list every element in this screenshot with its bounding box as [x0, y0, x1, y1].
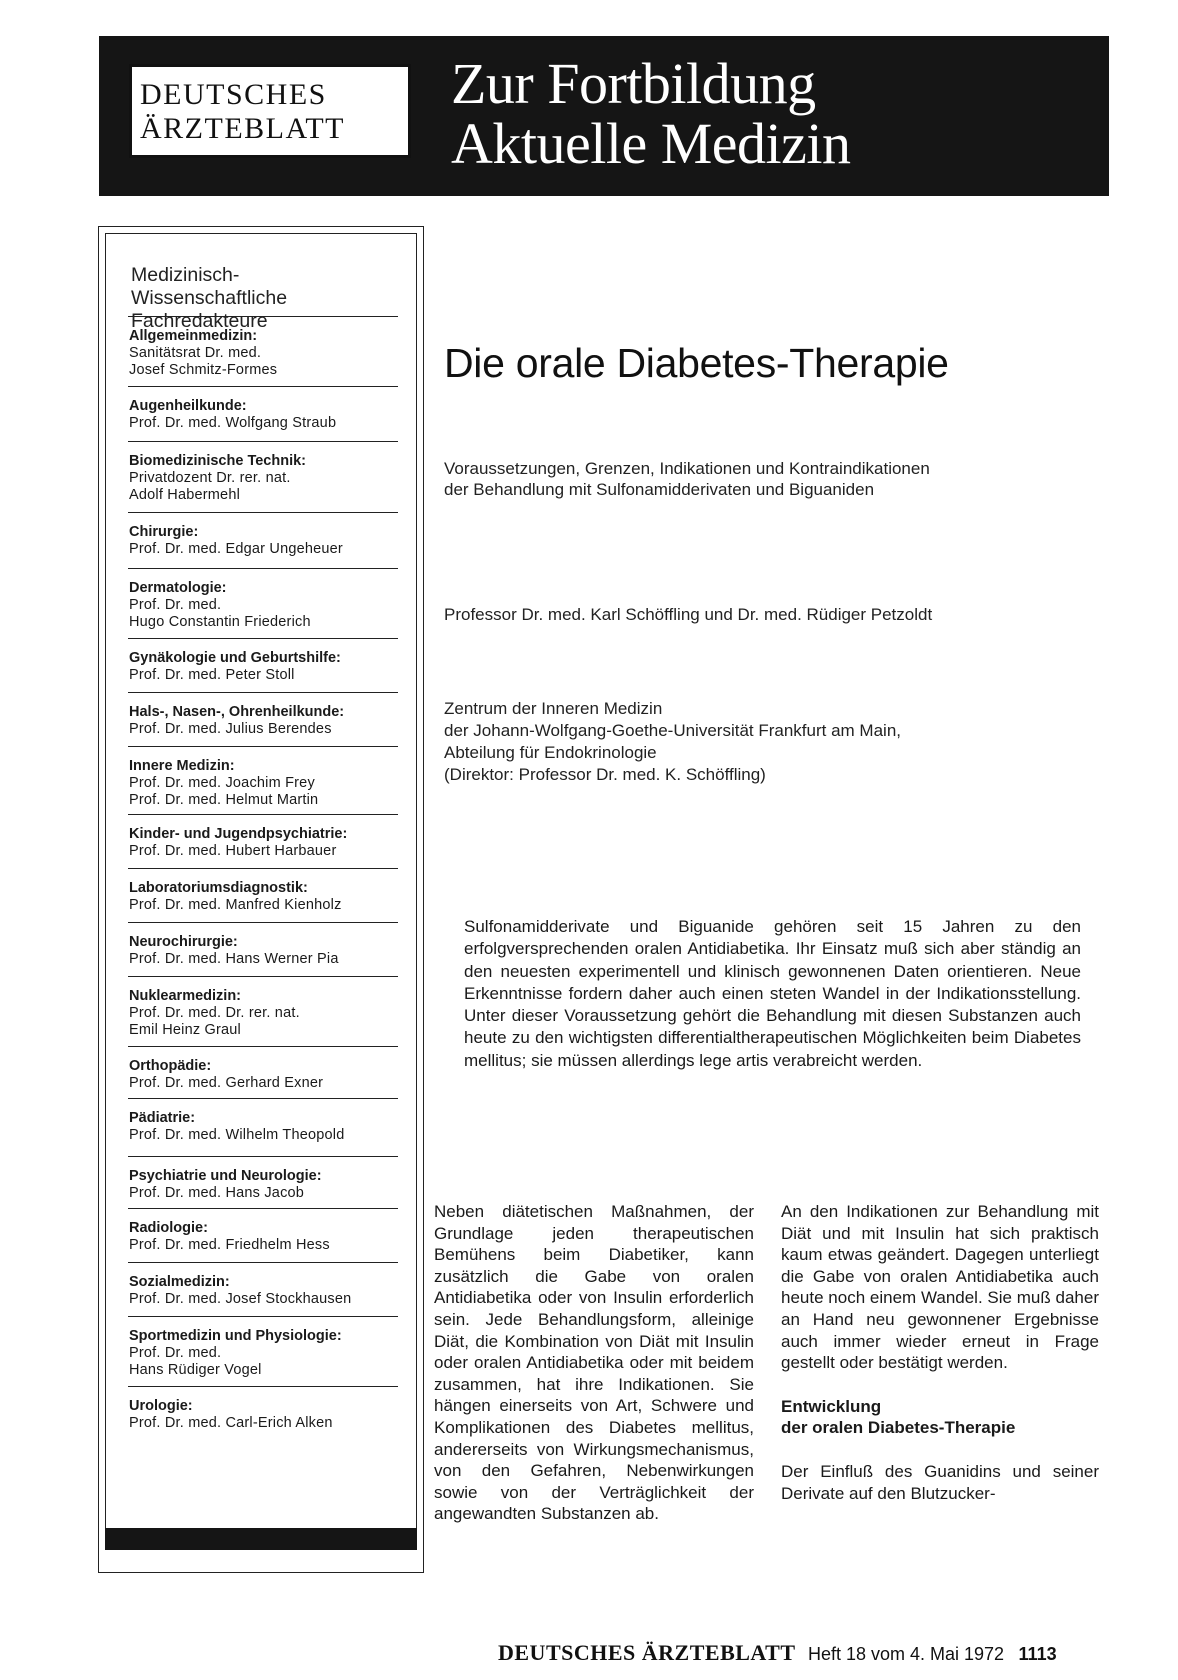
section-title-line-1: Zur Fortbildung [451, 51, 816, 116]
editor-entry [129, 704, 407, 738]
sidebar-divider [128, 568, 398, 569]
sidebar-divider [128, 976, 398, 977]
editor-entry [129, 328, 407, 379]
editor-specialty: Orthopädie: [129, 1058, 212, 1074]
editors-sidebar-frame [105, 233, 417, 1550]
editor-entry [129, 1220, 407, 1254]
sidebar-bottom-bar [105, 1528, 417, 1550]
editors-sidebar [98, 226, 424, 1573]
editor-name: Prof. Dr. med. Wilhelm Theopold [129, 1127, 345, 1143]
subtitle-line: der Behandlung mit Sulfonamidderivaten und Biguaniden [444, 480, 875, 499]
section-heading-line: Entwicklung [781, 1396, 882, 1416]
section-heading-line: der oralen Diabetes-Therapie [781, 1418, 1016, 1438]
sidebar-divider [128, 746, 398, 747]
editors-heading [131, 264, 391, 333]
editor-entry [129, 1274, 407, 1308]
sidebar-divider [128, 922, 398, 923]
footer-issue: Heft 18 vom 4. Mai 1972 [807, 1644, 1005, 1664]
editor-specialty: Augenheilkunde: [129, 398, 247, 414]
editor-name: Prof. Dr. med. Hans Werner Pia [129, 951, 339, 967]
sidebar-divider [128, 1208, 398, 1209]
editor-entry [129, 1110, 407, 1144]
editor-name: Emil Heinz Graul [129, 1022, 241, 1038]
subtitle-line: Voraussetzungen, Grenzen, Indikationen und Kontraindikationen [444, 459, 930, 478]
journal-logo [129, 64, 411, 158]
sidebar-divider [128, 386, 398, 387]
sidebar-divider [128, 1316, 398, 1317]
editor-name: Privatdozent Dr. rer. nat. [129, 470, 291, 486]
sidebar-divider [128, 692, 398, 693]
sidebar-divider [128, 868, 398, 869]
editor-specialty: Sportmedizin und Physiologie: [129, 1328, 342, 1344]
editor-name: Prof. Dr. med. Dr. rer. nat. [129, 1005, 300, 1021]
section-title-line-2: Aktuelle Medizin [451, 111, 851, 176]
article-abstract: Sulfonamidderivate und Biguanide gehören seit 15 Jahren zu den erfolgversprechenden oralen Antidiabetika. Ihr Einsatz muß sich aber ständig an den neuesten experimentell und klinisch gewonnenen Daten orientieren. Neue Erkenntnisse fordern daher auch einen steten Wandel in der Indikationsstellung. Unter dieser Voraussetzung gehört die Behandlung mit diesen Substanzen auch heute zu den wichtigsten differentialtherapeutischen Möglichkeiten beim Diabetes mellitus; sie müssen allerdings lege artis verabreicht werden. [464, 917, 1081, 1070]
editor-entry [129, 826, 407, 860]
affiliation-line: Zentrum der Inneren Medizin [444, 699, 663, 718]
editor-specialty: Psychiatrie und Neurologie: [129, 1168, 322, 1184]
editor-name: Prof. Dr. med. Gerhard Exner [129, 1075, 324, 1091]
editor-name: Prof. Dr. med. Carl-Erich Alken [129, 1415, 333, 1431]
editor-name: Hans Rüdiger Vogel [129, 1362, 262, 1378]
editor-name: Prof. Dr. med. Joachim Frey [129, 775, 315, 791]
editor-name: Prof. Dr. med. Wolfgang Straub [129, 415, 337, 431]
sidebar-divider [128, 1262, 398, 1263]
editor-specialty: Pädiatrie: [129, 1110, 196, 1126]
editor-specialty: Biomedizinische Technik: [129, 453, 306, 469]
editor-specialty: Laboratoriumsdiagnostik: [129, 880, 308, 896]
editors-heading-line: Medizinisch- [131, 264, 240, 286]
editor-specialty: Sozialmedizin: [129, 1274, 230, 1290]
body-paragraph: Neben diätetischen Maßnahmen, der Grundlage jeden therapeutischen Bemühens beim Diabetiker, kann zusätzlich die Gabe von oralen Antidiabetika oder von Insulin erforderlich sein. Jede Behandlungsform, alleinige Diät, die Kombination von Diät mit Insulin oder oralen Antidiabetika oder mit beidem zusammen, hat ihre Indikationen. Sie hängen einerseits von Art, Schwere und Komplikationen des Diabetes mellitus, andererseits von Wirkungsmechanismus, von den Gefahren, Nebenwirkungen sowie von der Verträglichkeit der angewandten Substanzen ab. [434, 1202, 754, 1524]
sidebar-divider [128, 316, 398, 317]
editor-specialty: Kinder- und Jugendpsychiatrie: [129, 826, 348, 842]
editor-specialty: Chirurgie: [129, 524, 199, 540]
editor-name: Prof. Dr. med. Julius Berendes [129, 721, 332, 737]
editor-entry [129, 1168, 407, 1202]
editor-name: Prof. Dr. med. [129, 597, 222, 613]
editor-specialty: Gynäkologie und Geburtshilfe: [129, 650, 341, 666]
editor-entry [129, 758, 407, 809]
editor-entry [129, 1058, 407, 1092]
sidebar-divider [128, 1098, 398, 1099]
editor-name: Prof. Dr. med. Helmut Martin [129, 792, 319, 808]
page-footer [498, 1640, 1057, 1666]
editor-name: Prof. Dr. med. Manfred Kienholz [129, 897, 342, 913]
editor-name: Hugo Constantin Friederich [129, 614, 311, 630]
affiliation-line: Abteilung für Endokrinologie [444, 743, 657, 762]
editor-specialty: Nuklearmedizin: [129, 988, 241, 1004]
body-paragraph: An den Indikationen zur Behandlung mit Diät und mit Insulin hat sich praktisch kaum etwas geändert. Dagegen unterliegt die Gabe von oralen Antidiabetika auch heute noch einem Wandel. Sie muß daher an Hand neu gewonnener Ergebnisse auch immer wieder erneut in Frage gestellt oder bestätigt werden. [781, 1202, 1099, 1373]
editor-name: Prof. Dr. med. Hans Jacob [129, 1185, 305, 1201]
article-subtitle [444, 458, 1084, 500]
editors-heading-line: Fachredakteure [131, 310, 268, 332]
page-number: 1113 [1018, 1644, 1057, 1664]
editor-name: Prof. Dr. med. [129, 1345, 222, 1361]
affiliation-line: der Johann-Wolfgang-Goethe-Universität Frankfurt am Main, [444, 721, 901, 740]
article-authors: Professor Dr. med. Karl Schöffling und Dr. med. Rüdiger Petzoldt [444, 605, 933, 624]
editor-entry [129, 524, 407, 558]
editor-name: Prof. Dr. med. Josef Stockhausen [129, 1291, 352, 1307]
article-title: Die orale Diabetes-Therapie [444, 340, 949, 386]
sidebar-divider [128, 1046, 398, 1047]
editor-entry [129, 453, 407, 504]
editor-name: Prof. Dr. med. Friedhelm Hess [129, 1237, 330, 1253]
editor-name: Prof. Dr. med. Edgar Ungeheuer [129, 541, 343, 557]
sidebar-divider [128, 814, 398, 815]
editor-entry [129, 880, 407, 914]
editor-entry [129, 398, 407, 432]
journal-banner [99, 36, 1109, 196]
sidebar-divider [128, 1386, 398, 1387]
body-column-2 [781, 1201, 1099, 1504]
logo-line-1: DEUTSCHES [140, 78, 327, 111]
sidebar-divider [128, 512, 398, 513]
editor-entry [129, 988, 407, 1039]
author-affiliation [444, 698, 901, 786]
editor-specialty: Neurochirurgie: [129, 934, 238, 950]
editor-specialty: Hals-, Nasen-, Ohrenheilkunde: [129, 704, 345, 720]
editor-specialty: Dermatologie: [129, 580, 227, 596]
editor-entry [129, 1398, 407, 1432]
editor-specialty: Innere Medizin: [129, 758, 235, 774]
section-heading [781, 1396, 1099, 1439]
affiliation-line: (Direktor: Professor Dr. med. K. Schöffling) [444, 765, 766, 784]
editor-name: Adolf Habermehl [129, 487, 240, 503]
body-paragraph: Der Einfluß des Guanidins und seiner Derivate auf den Blutzucker- [781, 1461, 1099, 1503]
editor-specialty: Radiologie: [129, 1220, 208, 1236]
editor-entry [129, 934, 407, 968]
body-column-1 [434, 1201, 754, 1525]
logo-line-2: ÄRZTEBLATT [140, 112, 345, 145]
editor-name: Prof. Dr. med. Hubert Harbauer [129, 843, 337, 859]
editor-specialty: Allgemeinmedizin: [129, 328, 258, 344]
editor-name: Sanitätsrat Dr. med. [129, 345, 262, 361]
editor-entry [129, 650, 407, 684]
sidebar-divider [128, 441, 398, 442]
sidebar-divider [128, 1156, 398, 1157]
editor-name: Josef Schmitz-Formes [129, 362, 278, 378]
editor-entry [129, 580, 407, 631]
editors-heading-line: Wissenschaftliche [131, 287, 288, 309]
sidebar-divider [128, 638, 398, 639]
editor-specialty: Urologie: [129, 1398, 193, 1414]
editor-name: Prof. Dr. med. Peter Stoll [129, 667, 295, 683]
editor-entry [129, 1328, 407, 1379]
footer-publication: DEUTSCHES ÄRZTEBLATT [498, 1640, 796, 1665]
